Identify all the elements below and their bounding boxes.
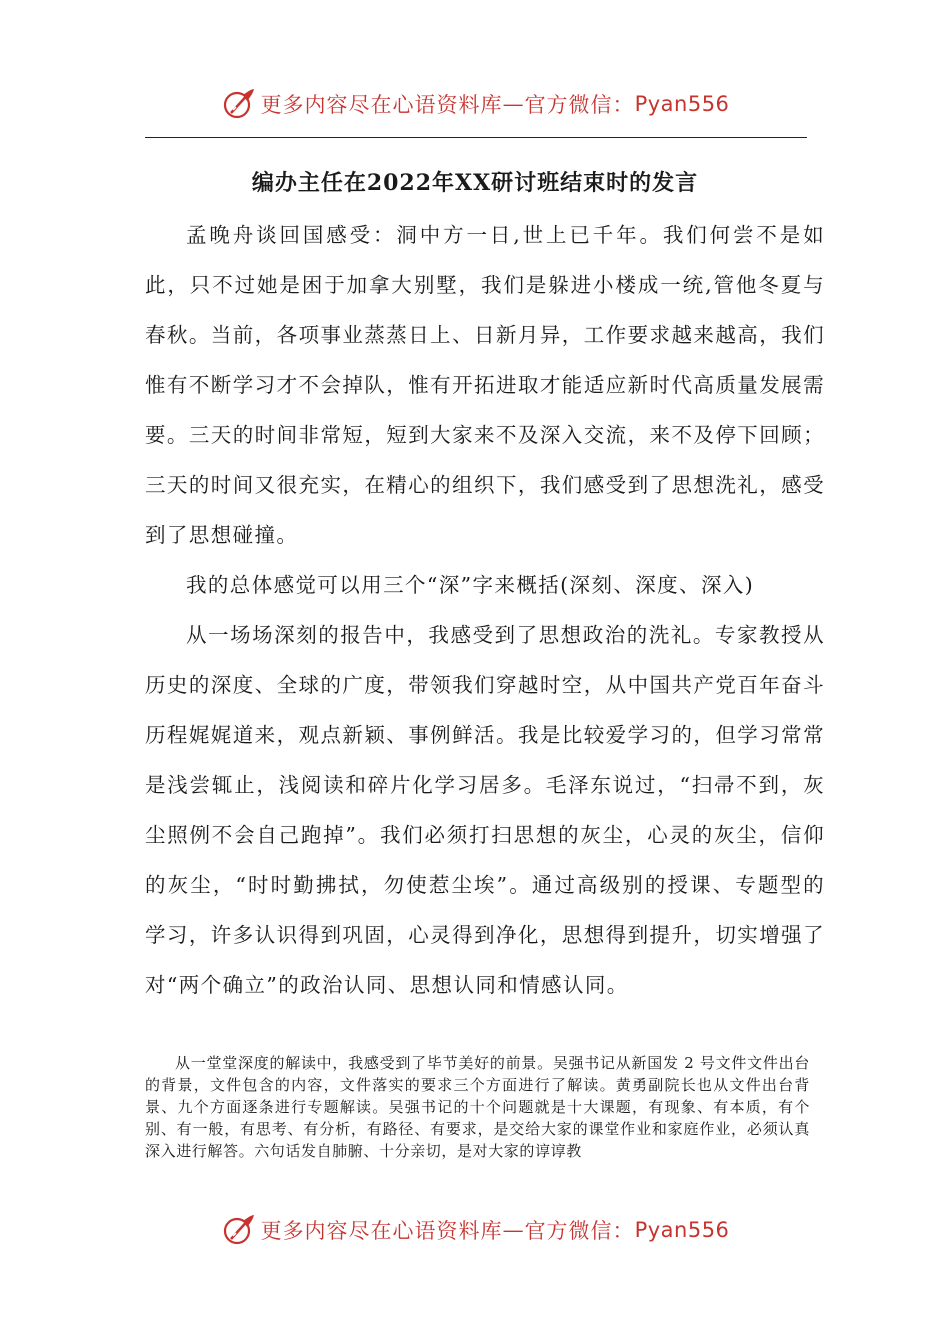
banner-wechat-id: Pyan556 xyxy=(634,1218,730,1242)
paragraph-interpretation: 从一堂堂深度的解读中，我感受到了毕节美好的前景。吴强书记从新国发 2 号文件文件出台的背景，文件包含的内容，文件落实的要求三个方面进行了解读。黄勇副院长也从文件出台背景、九个方面逐条进行专题解读。吴强书记的十个问题就是十大课题，有现象、有本质，有个别、有一般，有思考、有分析，有路径、有要求，是交给大家的课堂作业和家庭作业，必须认真深入进行解答。六句话发自肺腑、十分亲切，是对大家的谆谆教 xyxy=(145,1054,810,1160)
quill-pen-logo-icon xyxy=(221,1212,257,1248)
banner-brand-text: 更多内容尽在心语资料库 xyxy=(260,93,503,117)
banner-dash: — xyxy=(502,1218,525,1242)
header-banner xyxy=(0,82,950,126)
footer-banner xyxy=(0,1208,950,1252)
banner-brand-text: 更多内容尽在心语资料库 xyxy=(260,1219,503,1243)
header-divider xyxy=(145,137,807,138)
document-title: 编办主任在2022年XX研讨班结束时的发言 xyxy=(251,170,699,196)
banner-wechat-label: 官方微信： xyxy=(524,93,635,117)
quill-pen-logo-icon xyxy=(221,86,257,122)
document-body xyxy=(145,210,825,1010)
paragraph-reports: 从一场场深刻的报告中，我感受到了思想政治的洗礼。专家教授从历史的深度、全球的广度，带领我们穿越时空，从中国共产党百年奋斗历程娓娓道来，观点新颖、事例鲜活。我是比较爱学习的，但学习常常是浅尝辄止，浅阅读和碎片化学习居多。毛泽东说过，“扫帚不到，灰尘照例不会自己跑掉”。我们必须打扫思想的灰尘，心灵的灰尘，信仰的灰尘，“时时勤拂拭，勿使惹尘埃”。通过高级别的授课、专题型的学习，许多认识得到巩固，心灵得到净化，思想得到提升，切实增强了对“两个确立”的政治认同、思想认同和情感认同。 xyxy=(145,623,825,997)
banner-dash: — xyxy=(502,92,525,116)
banner-wechat-label: 官方微信： xyxy=(524,1219,635,1243)
document-body-small xyxy=(145,1052,810,1162)
paragraph-intro: 孟晚舟谈回国感受：洞中方一日,世上已千年。我们何尝不是如此，只不过她是困于加拿大别墅，我们是躲进小楼成一统,管他冬夏与春秋。当前，各项事业蒸蒸日上、日新月异，工作要求越来越高，我们惟有不断学习才不会掉队，惟有开拓进取才能适应新时代高质量发展需要。三天的时间非常短，短到大家来不及深入交流，来不及停下回顾；三天的时间又很充实，在精心的组织下，我们感受到了思想洗礼，感受到了思想碰撞。 xyxy=(145,223,825,547)
paragraph-summary: 我的总体感觉可以用三个“深”字来概括(深刻、深度、深入) xyxy=(186,573,755,597)
banner-wechat-id: Pyan556 xyxy=(634,92,730,116)
